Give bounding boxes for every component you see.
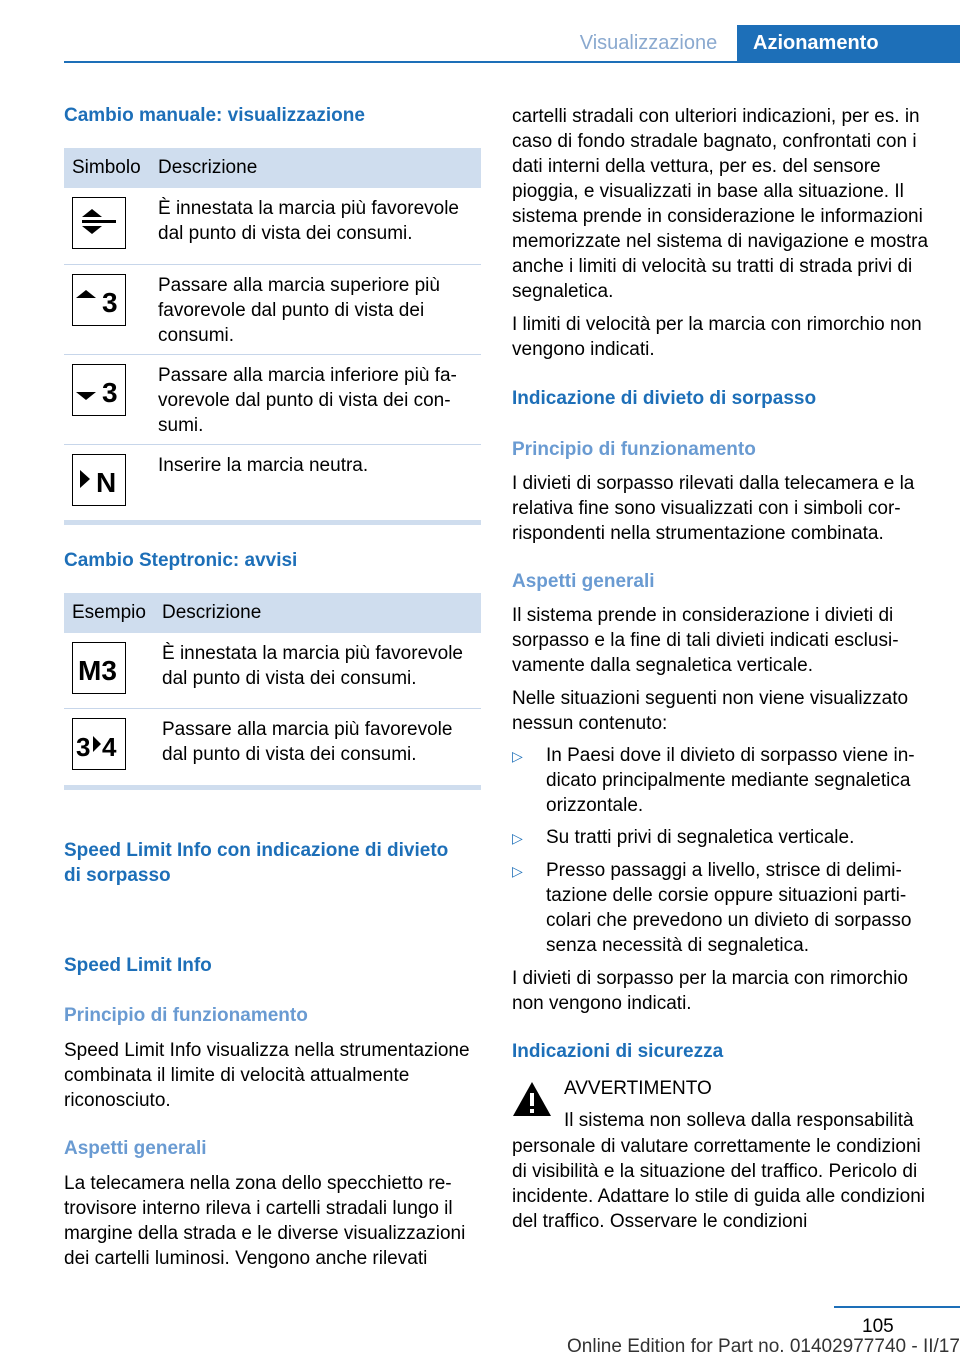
edition-footer: Online Edition for Part no. 01402977740 - II/17 — [567, 1336, 960, 1357]
col-header-description: Descrizione — [158, 157, 258, 178]
heading-safety: Indicazioni di sicurezza — [512, 1041, 724, 1062]
page-number: 105 — [862, 1316, 894, 1337]
heading-principle: Principio di funzionamento — [64, 1005, 308, 1026]
heading-speed-limit-info: Speed Limit Info — [64, 955, 212, 976]
paragraph-general: La telecamera nella zona dello specchietto retrovisore interno rileva i cartelli stradali lungo il margine della strada e le diverse visualizzazioni dei cartelli luminosi. Vengono anche rilevati — [64, 1173, 466, 1269]
svg-text:M3: M3 — [78, 655, 117, 686]
list-item: Presso passaggi a livello, strisce di delimitazione delle corsie oppure situazioni particolari che prevedono un divieto di sorpasso senza necessità di segnaletica. — [546, 860, 912, 956]
table-cell-description: Passare alla marcia inferiore più favorevole dal punto di vista dei consumi. — [158, 365, 457, 436]
table-row — [64, 265, 481, 355]
header-rule — [64, 61, 960, 63]
table-bottom-rule — [64, 520, 481, 525]
bullet-triangle-icon: ▷ — [512, 748, 523, 764]
M3-icon — [72, 642, 126, 694]
paragraph-trailer: I limiti di velocità per la marcia con rimorchio non vengono indicati. — [512, 314, 922, 360]
svg-text:3: 3 — [102, 377, 118, 408]
heading-steptronic: Cambio Steptronic: avvisi — [64, 550, 298, 571]
heading-no-overtaking: Indicazione di divieto di sorpasso — [512, 388, 817, 409]
paragraph-trailer-overtaking: I divieti di sorpasso per la marcia con rimorchio non vengono indicati. — [512, 968, 908, 1014]
tab-visualizzazione[interactable]: Visualizzazione — [579, 32, 718, 54]
table-cell-description: È innestata la marcia più favorevole dal punto di vista dei consumi. — [158, 198, 459, 244]
warning-text: personale di valutare correttamente le condizioni di visibilità e la situazione del traffico. Pericolo di incidente. Adattare lo stile di guida alle condizioni del traffico. Osservare le condizioni — [512, 1136, 925, 1232]
table-row — [64, 445, 481, 521]
svg-text:3: 3 — [76, 732, 91, 762]
table-header — [64, 148, 481, 188]
gear-up-down-icon — [72, 197, 126, 249]
table-cell-description: Passare alla marcia superiore più favorevole dal punto di vista dei consumi. — [158, 275, 440, 346]
table-row — [64, 355, 481, 445]
col-header-symbol: Simbolo — [72, 157, 141, 178]
svg-text:N: N — [96, 467, 117, 498]
3-to-4-icon — [72, 718, 126, 770]
warning-icon — [512, 1080, 552, 1118]
warning-title: AVVERTIMENTO — [564, 1078, 712, 1099]
gear-up-3-icon — [72, 274, 126, 326]
tab-azionamento[interactable]: Azionamento — [737, 25, 960, 61]
steptronic-table — [64, 593, 481, 785]
paragraph-continuation: cartelli stradali con ulteriori indicazioni, per es. in caso di fondo stradale bagnato, confrontati con i dati interni della vettura, per es. del sensore pioggia, e visualizzati in base alla situazione. Il sistema prende in considerazione le informazioni memorizzate nel sistema di navigazione e mostra anche i limiti di velocità su tratti di strada privi di segnaletica. — [512, 106, 929, 302]
svg-text:4: 4 — [102, 732, 117, 762]
list-item: Su tratti privi di segnaletica verticale. — [546, 827, 855, 848]
bullet-triangle-icon: ▷ — [512, 830, 523, 846]
neutral-N-icon — [72, 454, 126, 506]
heading-general: Aspetti generali — [64, 1138, 207, 1159]
paragraph-situations: Nelle situazioni seguenti non viene visualizzato nessun contenuto: — [512, 688, 909, 734]
svg-text:3: 3 — [102, 287, 118, 318]
heading-general: Aspetti generali — [512, 571, 655, 592]
heading-speed-limit-section: Speed Limit Info con indicazione di divieto di sorpasso — [64, 840, 449, 886]
paragraph-general: Il sistema prende in considerazione i divieti di sorpasso e la fine di tali divieti indicati esclusivamente dalla segnaletica verticale. — [512, 605, 899, 676]
table-cell-description: Inserire la marcia neutra. — [158, 455, 369, 476]
heading-principle: Principio di funzionamento — [512, 439, 756, 460]
heading-manual-display: Cambio manuale: visualizzazione — [64, 105, 365, 126]
gear-down-3-icon — [72, 364, 126, 416]
table-cell-description: Passare alla marcia più favorevole dal punto di vista dei consumi. — [162, 719, 453, 765]
list-item: In Paesi dove il divieto di sorpasso viene indicato principalmente mediante segnaletica orizzontale. — [546, 745, 915, 816]
col-header-example: Esempio — [72, 602, 146, 623]
table-row — [64, 633, 481, 709]
table-header — [64, 593, 481, 633]
paragraph-principle: I divieti di sorpasso rilevati dalla telecamera e la relativa fine sono visualizzati con i simboli corrispondenti nella strumentazione combinata. — [512, 473, 915, 544]
bullet-triangle-icon: ▷ — [512, 863, 523, 879]
paragraph-principle: Speed Limit Info visualizza nella strumentazione combinata il limite di velocità attualmente riconosciuto. — [64, 1040, 470, 1111]
manual-gear-table — [64, 148, 481, 521]
footer-rule — [834, 1306, 960, 1308]
col-header-description: Descrizione — [162, 602, 262, 623]
table-row — [64, 709, 481, 785]
warning-text-first-line: Il sistema non solleva dalla responsabilità — [564, 1110, 914, 1131]
table-cell-description: È innestata la marcia più favorevole dal punto di vista dei consumi. — [162, 643, 463, 689]
table-row — [64, 188, 481, 265]
table-bottom-rule — [64, 785, 481, 790]
